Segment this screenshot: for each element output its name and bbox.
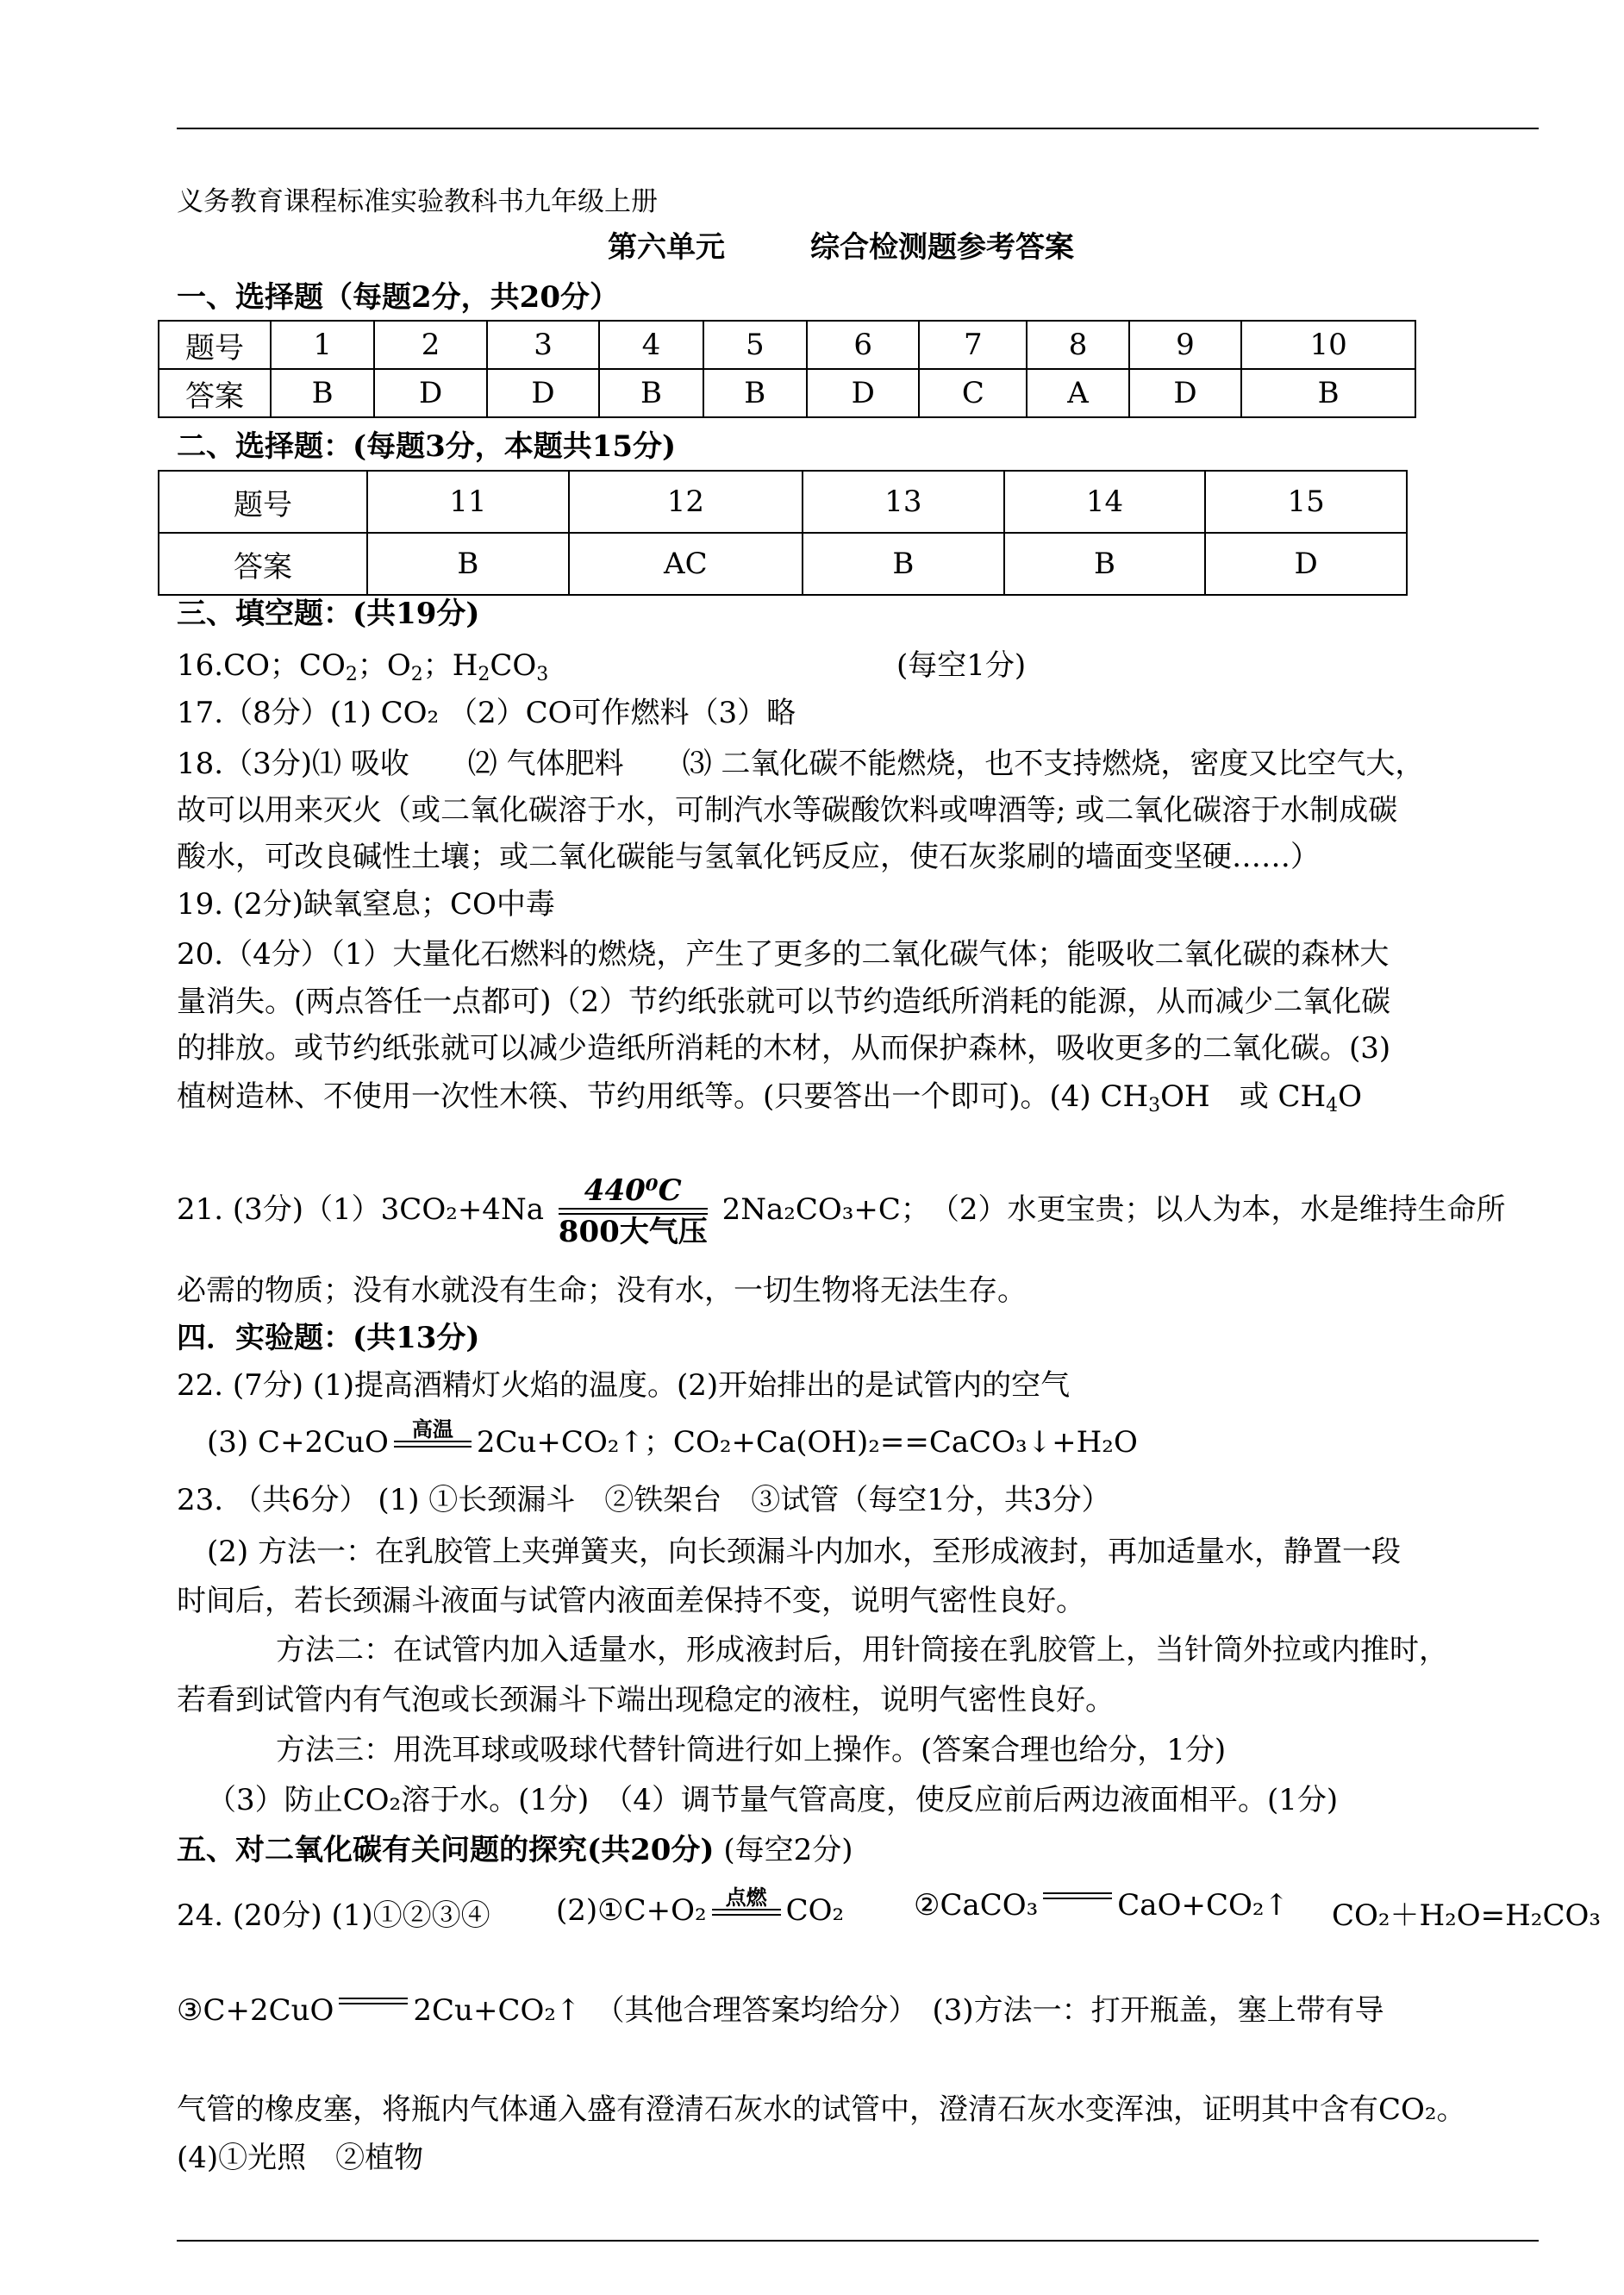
table-cell: B (1004, 533, 1206, 595)
table-cell: D (374, 369, 486, 417)
table-cell: D (807, 369, 919, 417)
bottom-rule (177, 2240, 1539, 2242)
table-cell: 8 (1027, 321, 1128, 369)
top-rule (177, 128, 1539, 129)
q24-eq3: CO₂＋H₂O=H₂CO₃ (1332, 1898, 1601, 1933)
unit-title: 第六单元 (608, 230, 725, 265)
q23-line4: 方法二：在试管内加入适量水，形成液封后，用针筒接在乳胶管上，当针筒外拉或内推时， (276, 1633, 1448, 1667)
q21-line2: 必需的物质；没有水就没有生命；没有水，一切生物将无法生存。 (177, 1273, 1027, 1308)
table-cell: 1 (271, 321, 374, 369)
q18-line2: 故可以用来灭火（或二氧化碳溶于水，可制汽水等碳酸饮料或啤酒等; 或二氧化碳溶于水制成碳 (177, 793, 1398, 828)
row-label: 题号 (159, 321, 271, 369)
q23-line2: (2) 方法一：在乳胶管上夹弹簧夹，向长颈漏斗内加水，至形成液封，再加适量水，静置一段 (207, 1535, 1401, 1569)
section5-heading: 五、对二氧化碳有关问题的探究(共20分) (每空2分) (177, 1833, 853, 1867)
q21-line1: 21. (3分)（1）3CO₂+4Na 440⁰C 800大气压 2Na₂CO₃+C； （2）水更宝贵；以人为本，水是维持生命所 (177, 1173, 1506, 1249)
table-cell: 11 (367, 471, 569, 533)
series-title: 义务教育课程标准实验教科书九年级上册 (177, 186, 658, 217)
table-cell: C (919, 369, 1027, 417)
answer-title: 综合检测题参考答案 (810, 230, 1074, 265)
section3-heading: 三、填空题：(共19分) (177, 597, 480, 631)
table-cell: 6 (807, 321, 919, 369)
table-cell: A (1027, 369, 1128, 417)
q24-line1: 24. (20分) (1)①②③④ (177, 1898, 490, 1933)
table-cell: 4 (599, 321, 703, 369)
q20-line4: 植树造林、不使用一次性木筷、节约用纸等。(只要答出一个即可)。(4) $CH_3OH$ 或 $CH_4O$ (177, 1079, 1363, 1116)
section2-answer-row (159, 533, 1407, 595)
q23-line3: 时间后，若长颈漏斗液面与试管内液面差保持不变，说明气密性良好。 (177, 1584, 1085, 1618)
table-cell: 15 (1205, 471, 1407, 533)
q24-line4: (4)①光照 ②植物 (177, 2141, 424, 2175)
section1-table (158, 320, 1416, 418)
q18-line3: 酸水，可改良碱性土壤；或二氧化碳能与氢氧化钙反应，使石灰浆刷的墙面变坚硬……） (177, 840, 1320, 874)
high-temp-condition: 高温 (394, 1418, 472, 1470)
table-cell: 13 (803, 471, 1004, 533)
q21-reaction-condition: 440⁰C 800大气压 (558, 1173, 708, 1249)
q19-answer: 19. (2分)缺氧窒息；CO中毒 (177, 887, 555, 922)
table-cell: B (803, 533, 1004, 595)
table-cell: 12 (569, 471, 803, 533)
table-cell: 9 (1129, 321, 1241, 369)
section4-heading: 四．实验题：(共13分) (177, 1321, 480, 1355)
q20-line2: 量消失。(两点答任一点都可)（2）节约纸张就可以节约造纸所消耗的能源，从而减少二氧化碳 (177, 985, 1391, 1019)
q24-line2: ③C+2CuO 2Cu+CO₂↑ （其他合理答案均给分） (3)方法一：打开瓶盖，塞上带有导 (177, 1993, 1384, 2028)
q23-line5: 若看到试管内有气泡或长颈漏斗下端出现稳定的液柱，说明气密性良好。 (177, 1683, 1115, 1717)
table-cell: 5 (703, 321, 807, 369)
q24-eq1: (2)①C+O₂ 点燃 CO₂ (556, 1886, 844, 1938)
section2-table (158, 470, 1408, 596)
section1-answer-row (159, 369, 1415, 417)
section2-heading: 二、选择题：(每题3分，本题共15分) (177, 429, 677, 464)
q16-score: (每空1分) (896, 648, 1027, 683)
table-cell: B (271, 369, 374, 417)
q18-line1: 18.（3分)⑴ 吸收 ⑵ 气体肥料 ⑶ 二氧化碳不能燃烧，也不支持燃烧，密度又比空气大， (177, 747, 1425, 781)
section1-heading: 一、选择题（每题2分，共20分） (177, 280, 619, 315)
table-cell: B (703, 369, 807, 417)
ignite-condition: 点燃 (712, 1886, 781, 1938)
row-label: 题号 (159, 471, 367, 533)
q22-line1: 22. (7分) (1)提高酒精灯火焰的温度。(2)开始排出的是试管内的空气 (177, 1368, 1071, 1403)
q24-line3: 气管的橡皮塞，将瓶内气体通入盛有澄清石灰水的试管中，澄清石灰水变浑浊，证明其中含有CO₂。 (177, 2092, 1466, 2127)
q23-line7: （3）防止CO₂溶于水。(1分) （4）调节量气管高度，使反应前后两边液面相平。(1分) (207, 1783, 1339, 1817)
q17-answer: 17.（8分）(1) CO₂ （2）CO可作燃料（3）略 (177, 696, 796, 730)
table-cell: B (367, 533, 569, 595)
table-cell: B (599, 369, 703, 417)
q22-line2: (3) C+2CuO 高温 2Cu+CO₂↑；CO₂+Ca(OH)₂==CaCO₃↓+H₂O (207, 1418, 1138, 1470)
q16-answer: 16.CO；$CO_2$；$O_2$；$H_2CO_3$ (177, 648, 549, 685)
q20-line1: 20.（4分）（1）大量化石燃料的燃烧，产生了更多的二氧化碳气体；能吸收二氧化碳的森林大 (177, 937, 1390, 972)
row-label: 答案 (159, 369, 271, 417)
table-cell: AC (569, 533, 803, 595)
table-cell: 7 (919, 321, 1027, 369)
high-temp-condition (339, 1998, 408, 2027)
section1-number-row (159, 321, 1415, 369)
table-cell: 3 (487, 321, 599, 369)
table-cell: 10 (1241, 321, 1415, 369)
table-cell: 2 (374, 321, 486, 369)
table-cell: D (487, 369, 599, 417)
table-cell: D (1205, 533, 1407, 595)
q23-line6: 方法三：用洗耳球或吸球代替针筒进行如上操作。(答案合理也给分，1分) (276, 1733, 1227, 1767)
table-cell: D (1129, 369, 1241, 417)
q24-eq2: ②CaCO₃ CaO+CO₂↑ (914, 1888, 1289, 1923)
q20-line3: 的排放。或节约纸张就可以减少造纸所消耗的木材，从而保护森林，吸收更多的二氧化碳。(3) (177, 1031, 1391, 1066)
table-cell: 14 (1004, 471, 1206, 533)
table-cell: B (1241, 369, 1415, 417)
q23-line1: 23. （共6分） (1) ①长颈漏斗 ②铁架台 ③试管（每空1分，共3分） (177, 1483, 1111, 1517)
high-temp-condition (1043, 1892, 1112, 1922)
section2-number-row (159, 471, 1407, 533)
row-label: 答案 (159, 533, 367, 595)
